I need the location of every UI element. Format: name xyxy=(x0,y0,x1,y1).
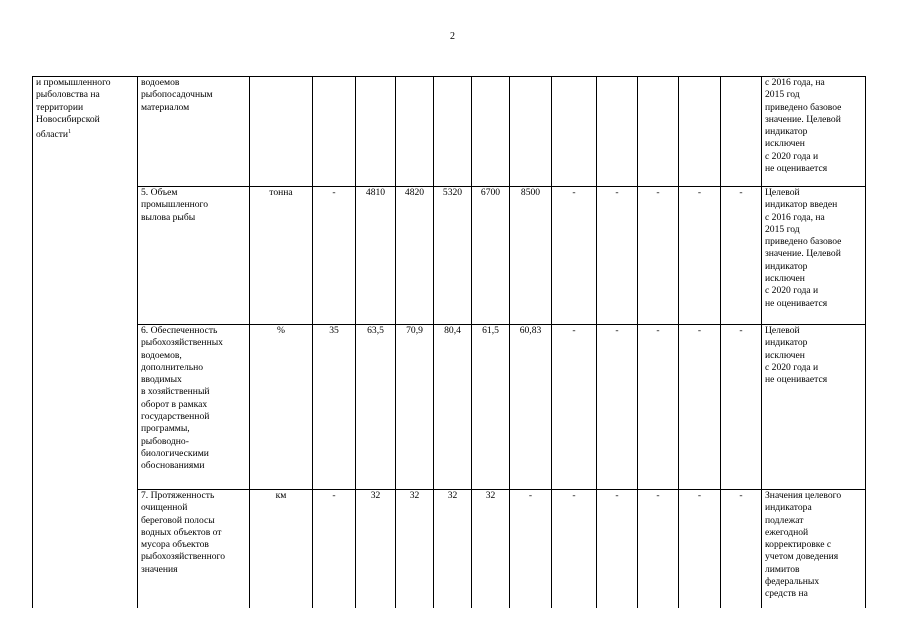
table-row xyxy=(33,187,866,325)
value-cell: 32 xyxy=(472,490,510,609)
value-cell: 61,5 xyxy=(472,325,510,490)
value-cell xyxy=(597,77,638,187)
value-cell: - xyxy=(721,325,762,490)
value-cell: 32 xyxy=(396,490,434,609)
table-row xyxy=(33,77,866,187)
value-cell xyxy=(510,77,552,187)
value-cell: 80,4 xyxy=(434,325,472,490)
page-number: 2 xyxy=(450,31,455,42)
value-cell: - xyxy=(552,490,597,609)
value-cell xyxy=(721,77,762,187)
value-cell: - xyxy=(721,187,762,325)
value-cell: - xyxy=(552,187,597,325)
goal-cell: и промышленного рыболовства на территории Новосибирской области$^1$ xyxy=(33,77,138,609)
note-cell: Целевой индикатор введен с 2016 года, на 2015 год приведено базовое значение. Целевой индикатор исключен с 2020 года и не оценивается xyxy=(762,187,866,325)
value-cell: - xyxy=(597,187,638,325)
value-cell: 4810 xyxy=(356,187,396,325)
unit-cell xyxy=(250,77,313,187)
value-cell: 32 xyxy=(356,490,396,609)
indicator-cell: 7. Протяженность очищенной береговой полосы водных объектов от мусора объектов рыбохозяйственного значения xyxy=(138,490,250,609)
note-cell: с 2016 года, на 2015 год приведено базовое значение. Целевой индикатор исключен с 2020 года и не оценивается xyxy=(762,77,866,187)
value-cell: 5320 xyxy=(434,187,472,325)
value-cell: - xyxy=(313,187,356,325)
table-row xyxy=(33,490,866,609)
value-cell: 32 xyxy=(434,490,472,609)
value-cell: 35 xyxy=(313,325,356,490)
table-row xyxy=(33,325,866,490)
value-cell: - xyxy=(721,490,762,609)
value-cell xyxy=(679,77,721,187)
value-cell xyxy=(313,77,356,187)
value-cell: 4820 xyxy=(396,187,434,325)
indicator-cell: водоемов рыбопосадочным материалом xyxy=(138,77,250,187)
note-cell: Значения целевого индикатора подлежат ежегодной корректировке с учетом доведения лимитов федеральных средств на xyxy=(762,490,866,609)
indicators-table xyxy=(32,76,866,608)
value-cell: 63,5 xyxy=(356,325,396,490)
indicator-cell: 6. Обеспеченность рыбохозяйственных водоемов, дополнительно вводимых в хозяйственный оборот в рамках государственной программы, рыбоводно- биологическими обоснованиями xyxy=(138,325,250,490)
value-cell: - xyxy=(638,187,679,325)
unit-cell: тонна xyxy=(250,187,313,325)
value-cell: - xyxy=(313,490,356,609)
value-cell: 8500 xyxy=(510,187,552,325)
value-cell: 6700 xyxy=(472,187,510,325)
value-cell: 60,83 xyxy=(510,325,552,490)
value-cell xyxy=(472,77,510,187)
value-cell: - xyxy=(552,325,597,490)
value-cell: - xyxy=(638,325,679,490)
unit-cell: % xyxy=(250,325,313,490)
indicator-cell: 5. Объем промышленного вылова рыбы xyxy=(138,187,250,325)
value-cell xyxy=(396,77,434,187)
value-cell: - xyxy=(679,490,721,609)
value-cell xyxy=(552,77,597,187)
value-cell xyxy=(434,77,472,187)
value-cell: - xyxy=(510,490,552,609)
value-cell: - xyxy=(638,490,679,609)
unit-cell: км xyxy=(250,490,313,609)
value-cell: - xyxy=(679,325,721,490)
value-cell: - xyxy=(597,490,638,609)
note-cell: Целевой индикатор исключен с 2020 года и не оценивается xyxy=(762,325,866,490)
footnote-mark: 1 xyxy=(68,129,72,136)
value-cell: 70,9 xyxy=(396,325,434,490)
value-cell xyxy=(356,77,396,187)
value-cell xyxy=(638,77,679,187)
value-cell: - xyxy=(679,187,721,325)
value-cell: - xyxy=(597,325,638,490)
